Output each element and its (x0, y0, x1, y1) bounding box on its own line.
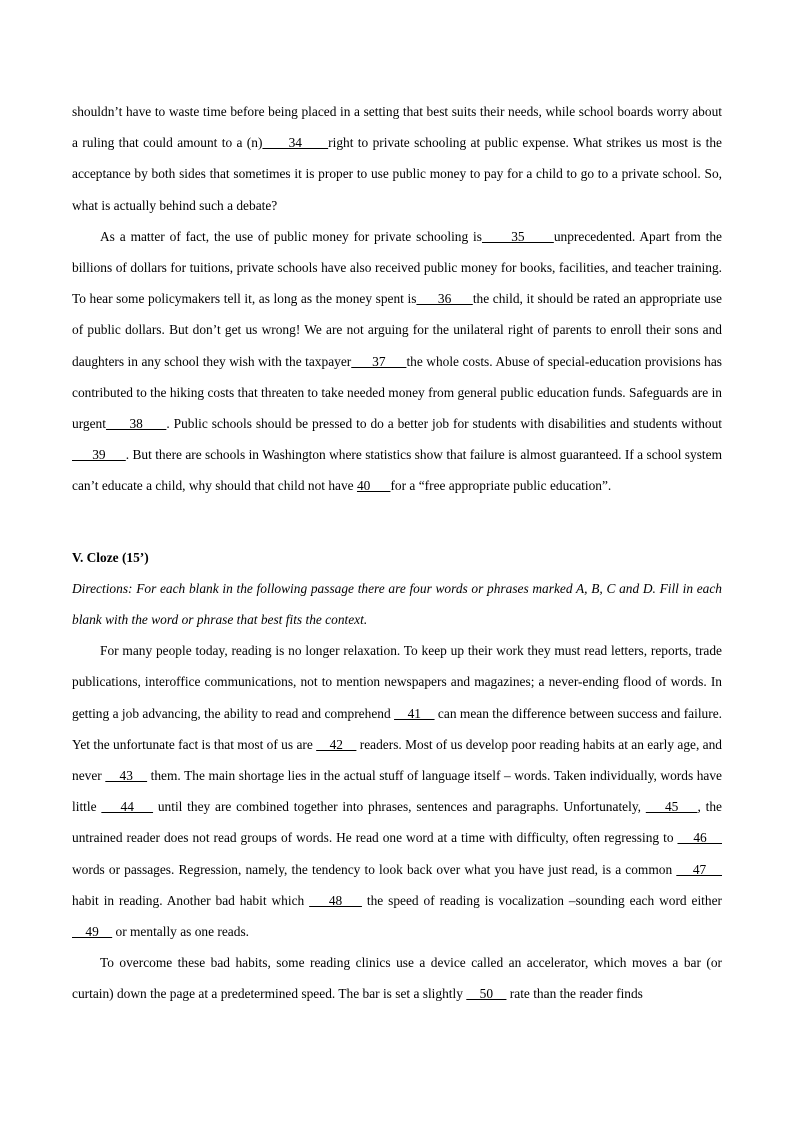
blank-45[interactable]: 45 (645, 799, 698, 815)
passage-paragraph-1: shouldn’t have to waste time before being placed in a setting that best suits their needs, while school boards worry about a ruling that could amount to a (n) 34 right to private schooling at public expense. What strikes us most is the acceptance by both sides that sometimes it is proper to use public money to pay for a child to go to a private school. So, what is actually behind such a debate? (72, 104, 722, 213)
blank-36[interactable]: 36 (416, 291, 473, 307)
blank-40[interactable]: 40 (356, 478, 391, 494)
blank-42[interactable]: 42 (316, 736, 357, 752)
blank-47[interactable]: 47 (676, 861, 722, 877)
directions-text: Directions: For each blank in the following passage there are four words or phrases marked A, B, C and D. Fill in each blank with the word or phrase that best fits the context. (72, 580, 722, 628)
blank-35[interactable]: 35 (481, 228, 554, 244)
document-page (72, 96, 722, 1010)
blank-43[interactable]: 43 (105, 768, 148, 784)
blank-49[interactable]: 49 (72, 924, 113, 940)
blank-46[interactable]: 46 (677, 830, 722, 846)
passage-paragraph-2: As a matter of fact, the use of public money for private schooling is 35 unprecedented. Apart from the billions of dollars for tuitions, private schools have also received public money for books, facilities, and teacher training. To hear some policymakers tell it, as long as the money spent is 36 the child, it should be rated an appropriate use of public dollars. But don’t get us wrong! We are not arguing for the unilateral right of parents to enroll their sons and daughters in any school they wish with the taxpayer 37 the whole costs. Abuse of special-education provisions has contributed to the hiking costs that threaten to take needed money from general public education funds. Safeguards are in urgent 38 . Public schools should be pressed to do a better job for students with disabilities and students without 39 . But there are schools in Washington where statistics show that failure is almost guaranteed. If a school system can’t educate a child, why should that child not have 40 for a “free appropriate public education”. (72, 228, 723, 494)
blank-48[interactable]: 48 (309, 892, 362, 908)
cloze-paragraph-2: To overcome these bad habits, some reading clinics use a device called an accelerator, which moves a bar (or curtain) down the page at a predetermined speed. The bar is set a slightly 50 rate than the reader finds (72, 955, 722, 1002)
cloze-paragraph-1: For many people today, reading is no longer relaxation. To keep up their work they must read letters, reports, trade publications, interoffice communications, not to mention newspapers and magazines; a never-ending flood of words. In getting a job advancing, the ability to read and comprehend 41 can mean the difference between success and failure. Yet the unfortunate fact is that most of us are 42 readers. Most of us develop poor reading habits at an early age, and never 43 them. The main shortage lies in the actual stuff of language itself – words. Taken individually, words have little 44 until they are combined together into phrases, sentences and paragraphs. Unfortunately, 45 , the untrained reader does not read groups of words. He read one word at a time with difficulty, often regressing to 46 words or passages. Regression, namely, the tendency to look back over what you have just read, is a common 47 habit in reading. Another bad habit which 48 the speed of reading is vocalization –sounding each word either 49 or mentally as one reads. (72, 643, 723, 940)
blank-38[interactable]: 38 (105, 416, 167, 432)
blank-50[interactable]: 50 (466, 986, 507, 1002)
blank-39[interactable]: 39 (72, 447, 126, 463)
section-title-cloze: V. Cloze (15’) (72, 549, 149, 565)
blank-37[interactable]: 37 (351, 353, 407, 369)
blank-34[interactable]: 34 (262, 135, 329, 151)
blank-44[interactable]: 44 (101, 799, 154, 815)
blank-41[interactable]: 41 (394, 705, 435, 721)
